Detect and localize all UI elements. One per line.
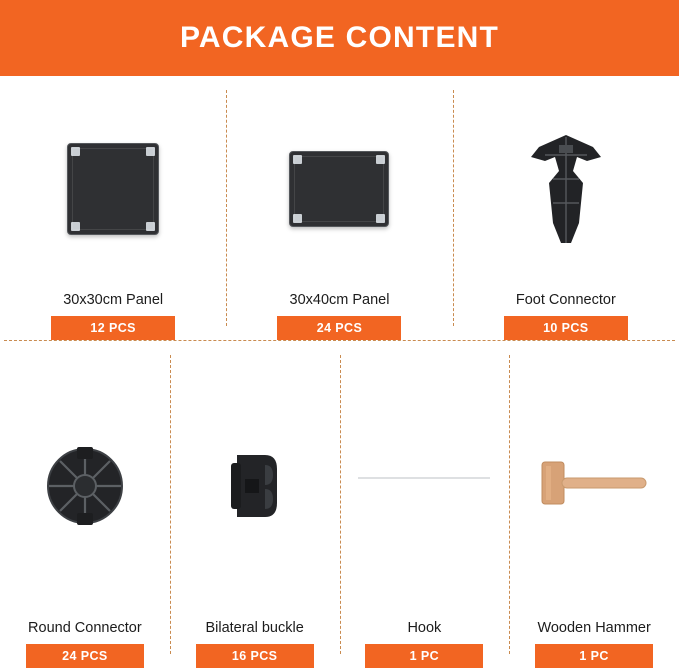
item-cell-hook bbox=[340, 341, 510, 668]
bilateral-buckle-art bbox=[170, 351, 340, 620]
page-title: PACKAGE CONTENT bbox=[179, 21, 500, 54]
item-label: Bilateral buckle bbox=[205, 620, 304, 636]
content-row-bottom bbox=[0, 341, 679, 668]
rectangle-panel-art bbox=[226, 86, 452, 292]
panel-corner-clip bbox=[71, 222, 80, 231]
panel-corner-clip bbox=[293, 214, 302, 223]
item-cell-30x40-panel bbox=[226, 76, 452, 340]
item-quantity-badge: 10 PCS bbox=[504, 316, 628, 340]
item-label: Foot Connector bbox=[515, 292, 616, 308]
panel-corner-clip bbox=[293, 155, 302, 164]
item-label: Hook bbox=[407, 620, 442, 636]
header-banner bbox=[0, 0, 679, 76]
panel-corner-clip bbox=[376, 155, 385, 164]
item-quantity-badge: 12 PCS bbox=[51, 316, 175, 340]
panel-corner-clip bbox=[376, 214, 385, 223]
hook-rail-icon bbox=[350, 442, 498, 530]
item-cell-wooden-hammer bbox=[509, 341, 679, 668]
item-label: Round Connector bbox=[28, 620, 142, 636]
wooden-hammer-icon bbox=[536, 450, 652, 522]
item-quantity-badge: 1 PC bbox=[365, 644, 483, 668]
square-panel-icon bbox=[67, 143, 159, 235]
rectangle-panel-icon bbox=[289, 151, 389, 227]
panel-corner-clip bbox=[146, 147, 155, 156]
item-quantity-badge: 24 PCS bbox=[26, 644, 144, 668]
item-cell-foot-connector bbox=[453, 76, 679, 340]
item-quantity-badge: 1 PC bbox=[535, 644, 653, 668]
square-panel-art bbox=[0, 86, 226, 292]
item-quantity-badge: 16 PCS bbox=[196, 644, 314, 668]
round-connector-art bbox=[0, 351, 170, 620]
bilateral-buckle-icon bbox=[225, 449, 285, 523]
foot-connector-icon bbox=[523, 131, 609, 247]
item-quantity-badge: 24 PCS bbox=[277, 316, 401, 340]
item-cell-bilateral-buckle bbox=[170, 341, 340, 668]
content-row-top bbox=[0, 76, 679, 340]
item-label: 30x30cm Panel bbox=[63, 292, 164, 308]
foot-connector-art bbox=[453, 86, 679, 292]
item-cell-30x30-panel bbox=[0, 76, 226, 340]
hook-rail-art bbox=[340, 351, 510, 620]
item-cell-round-connector bbox=[0, 341, 170, 668]
wooden-hammer-art bbox=[509, 351, 679, 620]
item-label: 30x40cm Panel bbox=[289, 292, 390, 308]
panel-corner-clip bbox=[71, 147, 80, 156]
item-label: Wooden Hammer bbox=[537, 620, 651, 636]
round-connector-icon bbox=[44, 445, 126, 527]
panel-corner-clip bbox=[146, 222, 155, 231]
